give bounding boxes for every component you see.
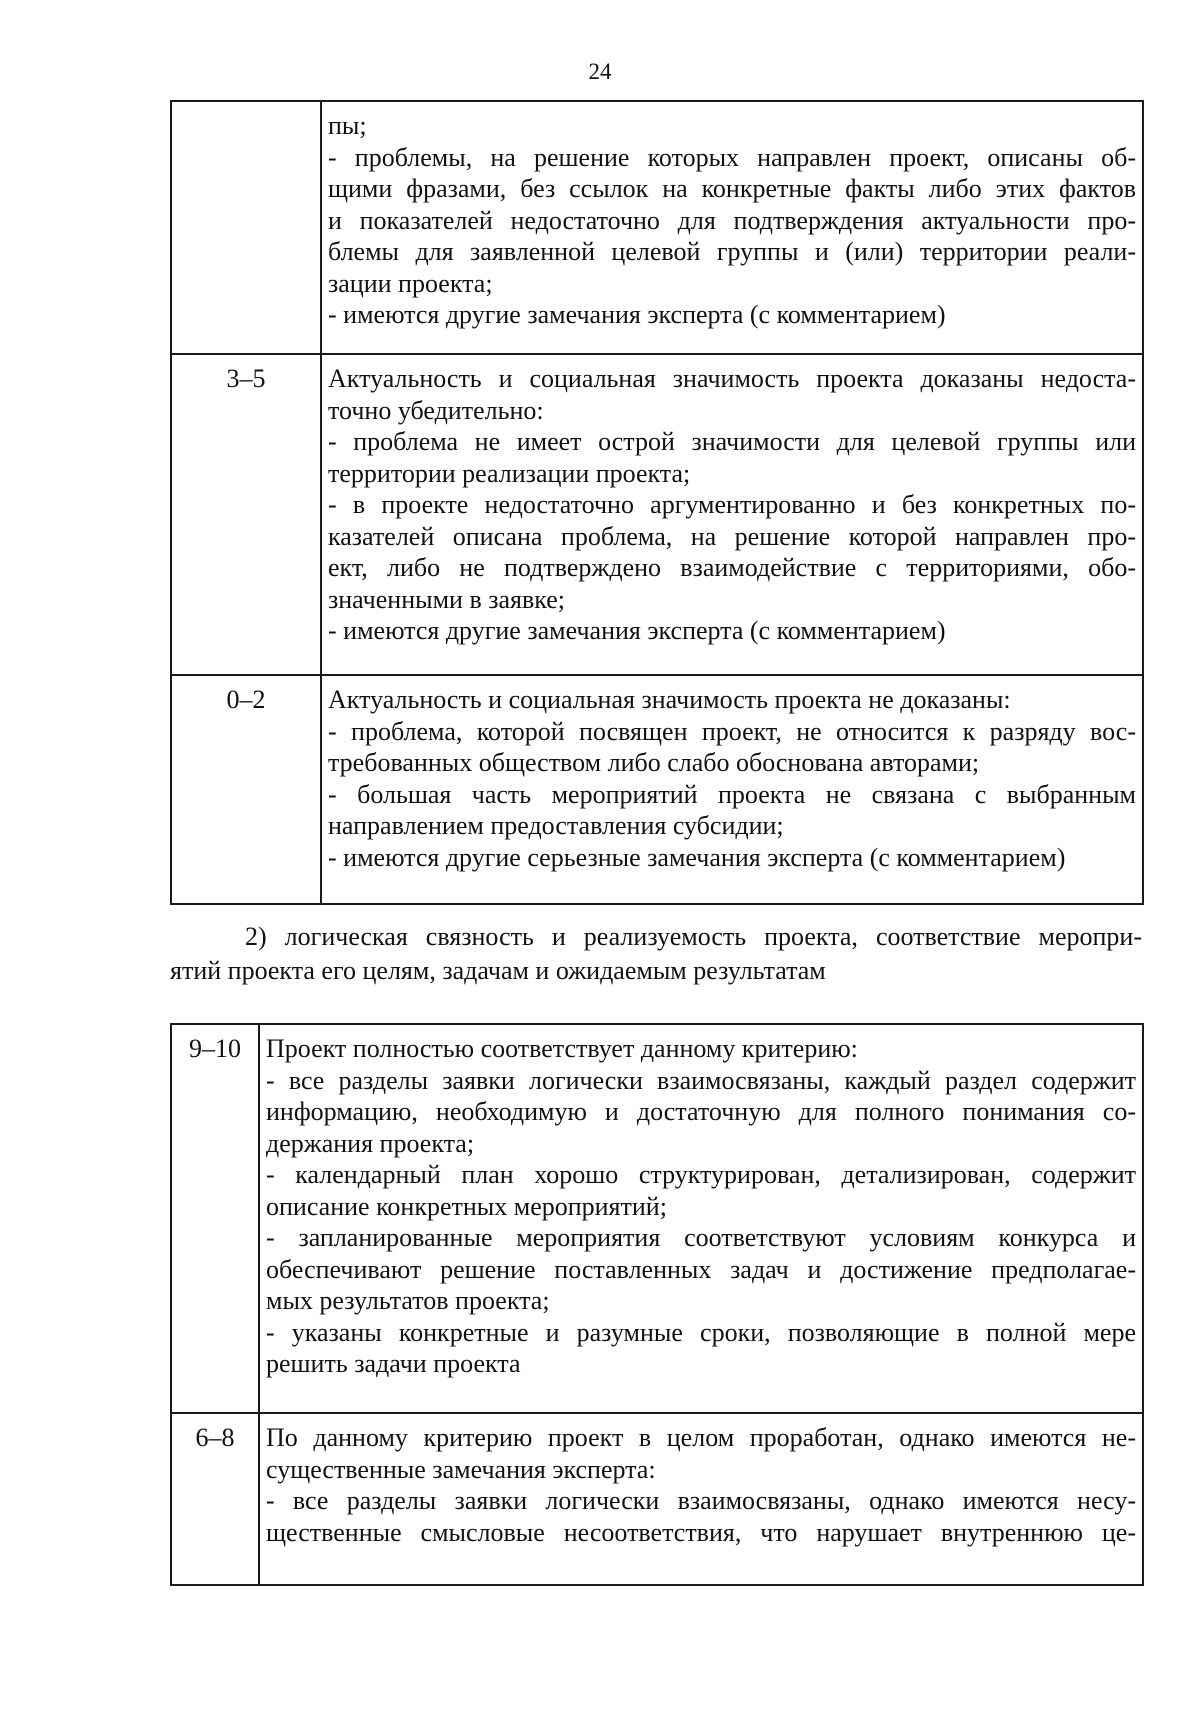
criterion-heading — [170, 920, 1142, 988]
scoring-table-relevance — [170, 100, 1144, 905]
text-line: Проект полностью соответствует данному критерию: — [266, 1034, 858, 1063]
scoring-table-coherence — [170, 1023, 1144, 1586]
text-line: и показателей недостаточно для подтверждения актуальности про- — [328, 205, 1136, 235]
text-line: точно убедительно: — [328, 395, 544, 425]
text-line: - имеются другие замечания эксперта (с комментарием) — [328, 616, 946, 645]
text-line: мых результатов проекта; — [266, 1286, 550, 1315]
text-line: описание конкретных мероприятий; — [266, 1191, 667, 1221]
text-line: - все разделы заявки логически взаимосвязаны, однако имеются несу- — [266, 1486, 1136, 1515]
text-line: - проблема не имеет острой значимости для целевой группы или — [328, 427, 1136, 456]
criterion-line: ятий проекта его целям, задачам и ожидаемым результатам — [170, 956, 826, 985]
text-line: По данному критерию проект в целом проработан, однако имеются не- — [266, 1423, 1136, 1452]
description-cell — [259, 1024, 1143, 1413]
score-cell — [171, 101, 321, 354]
description-cell — [321, 101, 1143, 354]
table-row — [171, 101, 1143, 354]
criterion-line: 2) логическая связность и реализуемость проекта, соответствие меропри- — [245, 922, 1142, 951]
description-cell — [321, 354, 1143, 675]
score-cell: 0–2 — [171, 675, 321, 904]
text-line: зации проекта; — [328, 268, 493, 298]
text-line: щими фразами, без ссылок на конкретные факты либо этих фактов — [328, 174, 1136, 203]
text-line: - указаны конкретные и разумные сроки, позволяющие в полной мере — [266, 1317, 1136, 1347]
text-line: - проблемы, на решение которых направлен проект, описаны об- — [328, 142, 1136, 172]
text-line: Актуальность и социальная значимость проекта не доказаны: — [328, 685, 1011, 714]
text-line: ект, либо не подтверждено взаимодействие с территориями, обо- — [328, 553, 1136, 582]
text-line: - в проекте недостаточно аргументированно и без конкретных по- — [328, 490, 1136, 519]
text-line: - имеются другие замечания эксперта (с комментарием) — [328, 300, 946, 329]
score-cell: 6–8 — [171, 1413, 259, 1585]
text-line: требованных обществом либо слабо обоснована авторами; — [328, 748, 980, 777]
text-line: - большая часть мероприятий проекта не связана с выбранным — [328, 779, 1136, 809]
text-line: блемы для заявленной целевой группы и (или) территории реали- — [328, 237, 1136, 266]
text-line: - имеются другие серьезные замечания эксперта (с комментарием) — [328, 842, 1066, 872]
text-line: существенные замечания эксперта: — [266, 1454, 656, 1484]
description-cell — [259, 1413, 1143, 1585]
text-line: - проблема, которой посвящен проект, не относится к разряду вос- — [328, 716, 1136, 746]
table-row — [171, 675, 1143, 904]
text-line: - календарный план хорошо структурирован, детализирован, содержит — [266, 1160, 1136, 1189]
text-line: Актуальность и социальная значимость проекта доказаны недоста- — [328, 364, 1136, 393]
table-row — [171, 1024, 1143, 1413]
text-line: направлением предоставления субсидии; — [328, 811, 784, 840]
text-line: щественные смысловые несоответствия, что нарушает внутреннюю це- — [266, 1517, 1136, 1547]
text-line: пы; — [328, 111, 367, 140]
text-line: значенными в заявке; — [328, 584, 566, 614]
text-line: территории реализации проекта; — [328, 458, 691, 488]
table-row — [171, 1413, 1143, 1585]
text-line: обеспечивают решение поставленных задач и достижение предполагае- — [266, 1254, 1136, 1284]
text-line: - все разделы заявки логически взаимосвязаны, каждый раздел содержит — [266, 1065, 1136, 1095]
text-line: решить задачи проекта — [266, 1349, 521, 1378]
page-number: 24 — [588, 59, 612, 84]
score-cell: 3–5 — [171, 354, 321, 675]
table-row — [171, 354, 1143, 675]
text-line: казателей описана проблема, на решение которой направлен про- — [328, 521, 1136, 551]
score-cell: 9–10 — [171, 1024, 259, 1413]
text-line: - запланированные мероприятия соответствуют условиям конкурса и — [266, 1223, 1136, 1252]
description-cell — [321, 675, 1143, 904]
text-line: держания проекта; — [266, 1128, 475, 1158]
text-line: информацию, необходимую и достаточную для полного понимания со- — [266, 1097, 1136, 1126]
